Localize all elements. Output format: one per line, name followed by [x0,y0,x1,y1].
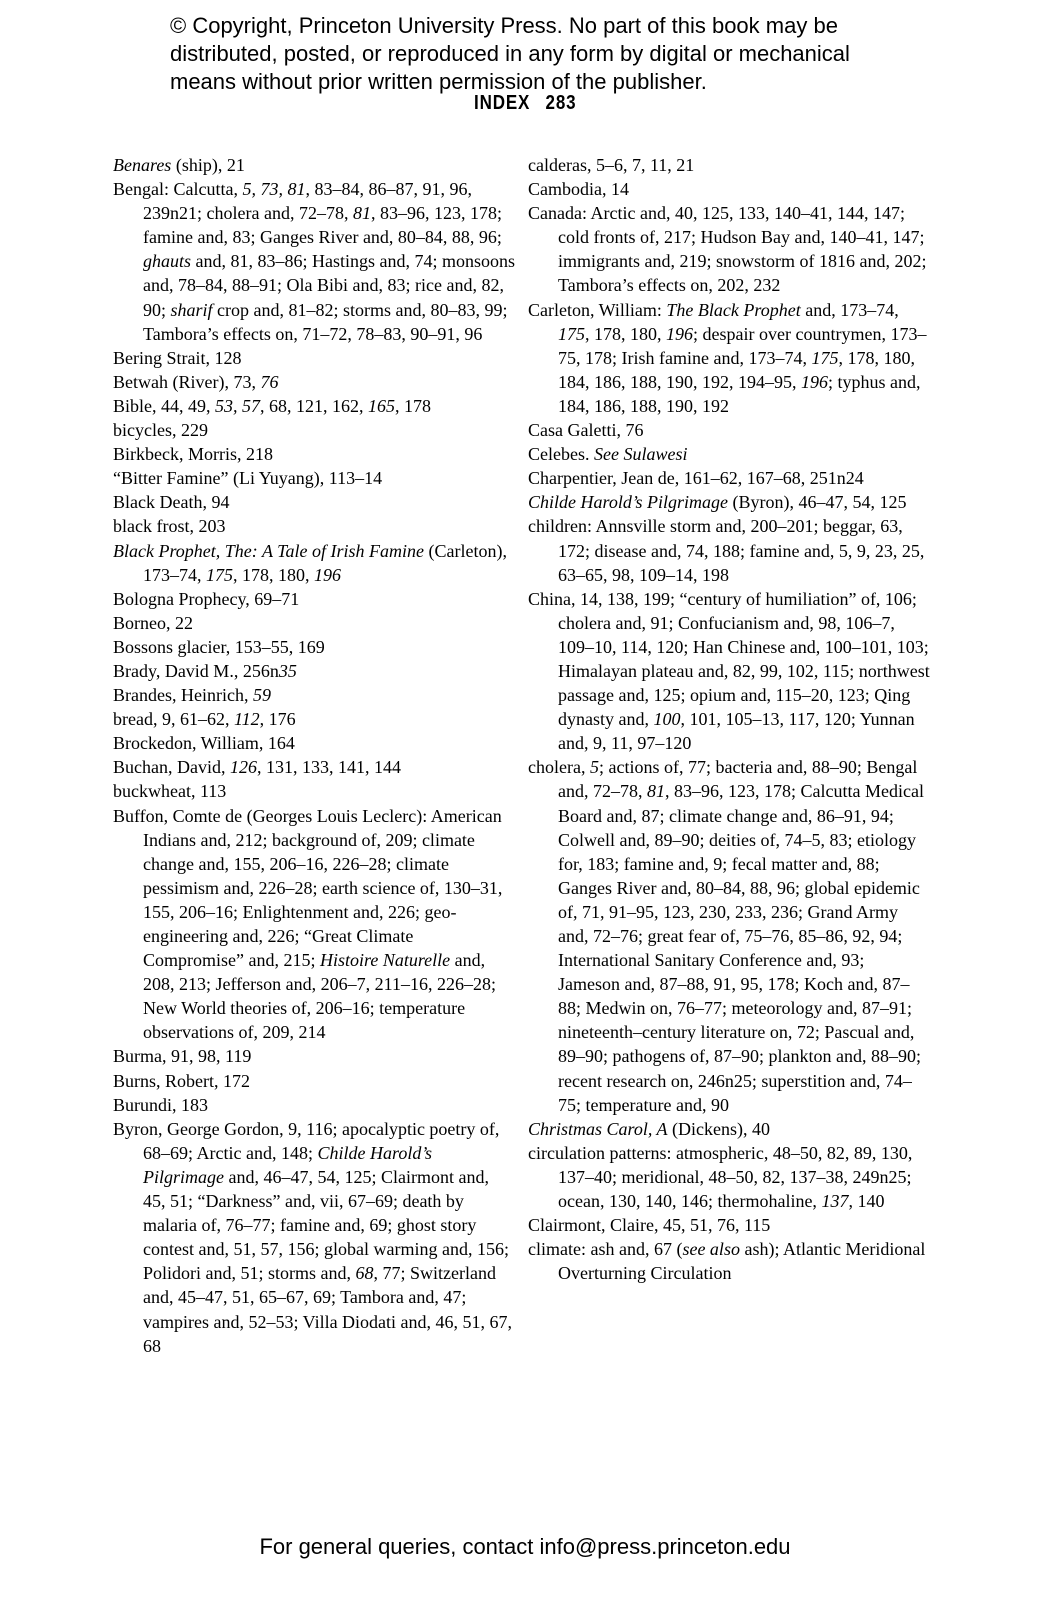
entry-text: Canada: Arctic and, 40, 125, 133, 140–41, 144, 147; cold fronts of, 217; Hudson Bay and, 140–41, 147; immigrants and, 219; snowstorm of 1816 and, 202; Tambora’s effects on, 202, 232 [528,203,927,296]
entry-text-italic: ghauts [143,251,192,272]
entry-text: , 83–84, 86–87, 91, 96, 239n21; cholera and, 72–78, [143,179,472,224]
page-number: 283 [545,92,577,114]
index-entry [528,1141,930,1213]
entry-text: , 178, 180, [585,323,666,344]
entry-text: and, 81, 83–86; Hastings and, 74; monsoons and, 78–84, 88–91; Ola Bibi and, 83; rice and, 82, 90; [143,251,516,320]
index-entry [113,466,515,490]
index-entry [113,1044,515,1068]
entry-text: Brandes, Heinrich, [113,685,253,706]
entry-text: Burundi, 183 [113,1094,209,1115]
index-entry [528,1213,930,1237]
index-entry [113,683,515,707]
entry-text: calderas, 5–6, 7, 11, 21 [528,155,695,175]
entry-text: Celebes. [528,444,594,465]
index-entry [113,611,515,635]
index-entry [113,153,515,177]
entry-text-italic: 53, 57 [215,395,260,416]
entry-text: , 178, 180, 184, 186, 188, 190, 192, 194–95, [558,347,915,392]
contact-text: For general queries, contact info@press.princeton.edu [259,1534,791,1559]
entry-text: Bologna Prophecy, 69–71 [113,588,300,609]
index-entry [528,1237,930,1285]
entry-text: black frost, 203 [113,516,226,537]
entry-text-italic: 59 [252,685,271,706]
index-entry [113,514,515,538]
entry-text-italic: The Black Prophet [666,299,801,320]
index-column-left [113,153,515,1358]
entry-text-italic: Black Prophet, The: A Tale of Irish Famine [113,540,424,561]
entry-text-italic: 81 [352,203,371,224]
index-entry [113,779,515,803]
footer [0,1534,1050,1560]
entry-text: Bossons glacier, 153–55, 169 [113,636,325,657]
index-entry [113,370,515,394]
entry-text: Betwah (River), 73, [113,371,261,392]
entry-text-italic: 196 [314,564,341,585]
entry-text: , 178 [395,395,431,416]
index-entry [113,1093,515,1117]
entry-text: children: Annsville storm and, 200–201; beggar, 63, 172; disease and, 74, 188; famine and, 5, 9, 23, 25, 63–65, 98, 109–14, 198 [528,516,925,585]
entry-text: ; typhus and, 184, 186, 188, 190, 192 [558,371,921,416]
entry-text: ash); Atlantic Meridional Overturning Circulation [558,1239,926,1284]
entry-text: and, 173–74, [800,299,899,320]
entry-text-italic: 126 [229,757,257,778]
entry-text: , 68, 121, 162, [260,395,368,416]
index-entry [113,539,515,587]
entry-text-italic: sharif [170,299,213,320]
index-entry [528,442,930,466]
copyright-line: © Copyright, Princeton University Press. No part of this book may be [170,13,838,38]
index-entry [528,153,930,177]
entry-text: (Carleton), 173–74, [143,540,507,585]
index-entry [113,731,515,755]
index-entry [113,804,515,1045]
entry-text: (ship), 21 [171,155,245,175]
entry-text: Birkbeck, Morris, 218 [113,444,273,465]
entry-text: and, 46–47, 54, 125; Clairmont and, 45, 51; “Darkness” and, vii, 67–69; death by malaria of, 76–77; famine and, 69; ghost story contest and, 51, 57, 156; global warming and, 156; Polidori and, 51; storms and, [143,1166,509,1284]
page-header [0,92,1050,115]
entry-text-italic: Childe Harold’s Pilgrimage [528,492,729,513]
entry-text-italic: 165 [368,395,395,416]
entry-text: , 140 [848,1191,885,1212]
entry-text: , 101, 105–13, 117, 120; Yunnan and, 9, 11, 97–120 [558,709,915,754]
entry-text-italic: Childe Harold’s Pilgrimage [143,1142,432,1187]
page-header-inner [474,92,576,115]
entry-text: Brady, David M., 256n [113,660,279,681]
entry-text: Carleton, William: [528,299,667,320]
index-entry [113,755,515,779]
index-entry [113,490,515,514]
entry-text-italic: Benares [113,155,172,175]
entry-text-italic: See Sulawesi [593,444,688,465]
index-entry [113,635,515,659]
index-entry [528,177,930,201]
entry-text: Burns, Robert, 172 [113,1070,250,1091]
index-entry [528,1117,930,1141]
index-entry [528,514,930,586]
entry-text: crop and, 81–82; storms and, 80–83, 99; Tambora’s effects on, 71–72, 78–83, 90–91, 96 [143,299,508,344]
index-entry [528,490,930,514]
entry-text: Bengal: Calcutta, [113,179,243,200]
index-entry [113,418,515,442]
entry-text: Casa Galetti, 76 [528,420,644,441]
entry-text: , 131, 133, 141, 144 [256,757,401,778]
entry-text: ; despair over countrymen, 173–75, 178; Irish famine and, 173–74, [558,323,927,368]
index-entry [528,755,930,1116]
entry-text-italic: 112 [233,709,260,730]
index-entry [113,659,515,683]
entry-text: bread, 9, 61–62, [113,709,234,730]
entry-text: Cambodia, 14 [528,179,629,200]
index-entry [528,201,930,297]
index-entry [113,1117,515,1358]
entry-text-italic: see also [682,1239,740,1260]
entry-text-italic: 175 [206,564,233,585]
entry-text-italic: 68 [355,1263,374,1284]
entry-text: Borneo, 22 [113,612,193,633]
entry-text-italic: 137 [821,1191,849,1212]
index-entry [113,442,515,466]
entry-text-italic: Histoire Naturelle [319,950,451,971]
index-entry [113,177,515,346]
entry-text: Buffon, Comte de (Georges Louis Leclerc): American Indians and, 212; background of, 209; climate change and, 155, 206–16, 226–28; climate pessimism and, 226–28; earth science of, 130–31, 155, 206–16; Enlightenment and, 226; geo-engineering and, 226; “Great Climate Compromise” and, 215; [113,805,503,971]
entry-text: Brockedon, William, 164 [113,733,295,754]
index-entry [113,346,515,370]
index-entry [528,298,930,418]
entry-text: Charpentier, Jean de, 161–62, 167–68, 251n24 [528,468,864,489]
entry-text: and, 208, 213; Jefferson and, 206–7, 211–16, 226–28; New World theories of, 206–16; temperature observations of, 209, 214 [143,950,496,1043]
entry-text: , 178, 180, [233,564,314,585]
entry-text: buckwheat, 113 [113,781,227,802]
entry-text: , 176 [259,709,296,730]
entry-text-italic: 81 [647,781,665,802]
entry-text-italic: 100 [653,709,681,730]
entry-text: Black Death, 94 [113,492,230,513]
entry-text-italic: 5 [589,757,599,778]
entry-text: Byron, George Gordon, 9, 116; apocalyptic poetry of, 68–69; Arctic and, 148; [113,1118,500,1163]
entry-text-italic: Christmas Carol, A [528,1118,668,1139]
entry-text-italic: 35 [278,660,297,681]
index-entry [113,587,515,611]
entry-text: “Bitter Famine” (Li Yuyang), 113–14 [113,468,383,489]
entry-text-italic: 196 [666,323,693,344]
index-entry [113,1069,515,1093]
entry-text-italic: 5, 73, 81 [242,179,306,200]
entry-text-italic: 76 [260,371,279,392]
entry-text-italic: 196 [801,371,828,392]
entry-text: Bible, 44, 49, [113,395,215,416]
copyright-line: distributed, posted, or reproduced in any form by digital or mechanical [170,41,850,66]
entry-text: , 83–96, 123, 178; famine and, 83; Ganges River and, 80–84, 88, 96; [143,203,502,248]
entry-text: , 77; Switzerland and, 45–47, 51, 65–67, 69; Tambora and, 47; vampires and, 52–53; Villa Diodati and, 46, 51, 67, 68 [143,1263,513,1356]
index-column-right [528,153,930,1285]
entry-text: , 83–96, 123, 178; Calcutta Medical Board and, 87; climate change and, 86–91, 94; Colwell and, 89–90; deities of, 74–5, 83; etiology for, 183; famine and, 9; fecal matter and, 88; Ganges River and, 80–84, 88, 96; global epidemic of, 71, 91–95, 123, 230, 233, 236; Grand Army and, 72–76; great fear of, 75–76, 85–86, 92, 94; International Sanitary Conference and, 93; Jameson and, 87–88, 91, 95, 178; Koch and, 87–88; Medwin on, 76–77; meteorology and, 87–91; nineteenth–century literature on, 72; Pascual and, 89–90; pathogens of, 87–90; plankton and, 88–90; recent research on, 246n25; superstition and, 74–75; temperature and, 90 [558,781,924,1115]
entry-text-italic: 175 [558,323,585,344]
entry-text: Clairmont, Claire, 45, 51, 76, 115 [528,1215,771,1236]
entry-text: China, 14, 138, 199; “century of humiliation” of, 106; cholera and, 91; Confucianism and, 98, 106–7, 109–10, 114, 120; Han Chinese and, 100–101, 103; Himalayan plateau and, 82, 99, 102, 115; northwest passage and, 125; opium and, 115–20, 123; Qing dynasty and, [528,588,930,730]
index-entry [528,587,930,756]
entry-text: ; actions of, 77; bacteria and, 88–90; Bengal and, 72–78, [558,757,918,802]
entry-text: cholera, [528,757,590,778]
entry-text: Buchan, David, [113,757,230,778]
index-entry [528,466,930,490]
entry-text: (Dickens), 40 [667,1118,771,1139]
entry-text: climate: ash and, 67 ( [528,1239,683,1260]
copyright-notice [170,12,850,96]
entry-text: Bering Strait, 128 [113,347,242,368]
index-entry [113,707,515,731]
entry-text: circulation patterns: atmospheric, 48–50, 82, 89, 130, 137–40; meridional, 48–50, 82, 137–38, 249n25; ocean, 130, 140, 146; thermohaline, [528,1142,913,1212]
entry-text: bicycles, 229 [113,420,208,441]
index-entry [113,394,515,418]
copyright-line: means without prior written permission of the publisher. [170,69,707,94]
entry-text: Burma, 91, 98, 119 [113,1046,252,1067]
entry-text: (Byron), 46–47, 54, 125 [728,492,907,513]
index-title: INDEX [473,92,530,114]
index-entry [528,418,930,442]
entry-text-italic: 175 [811,347,839,368]
